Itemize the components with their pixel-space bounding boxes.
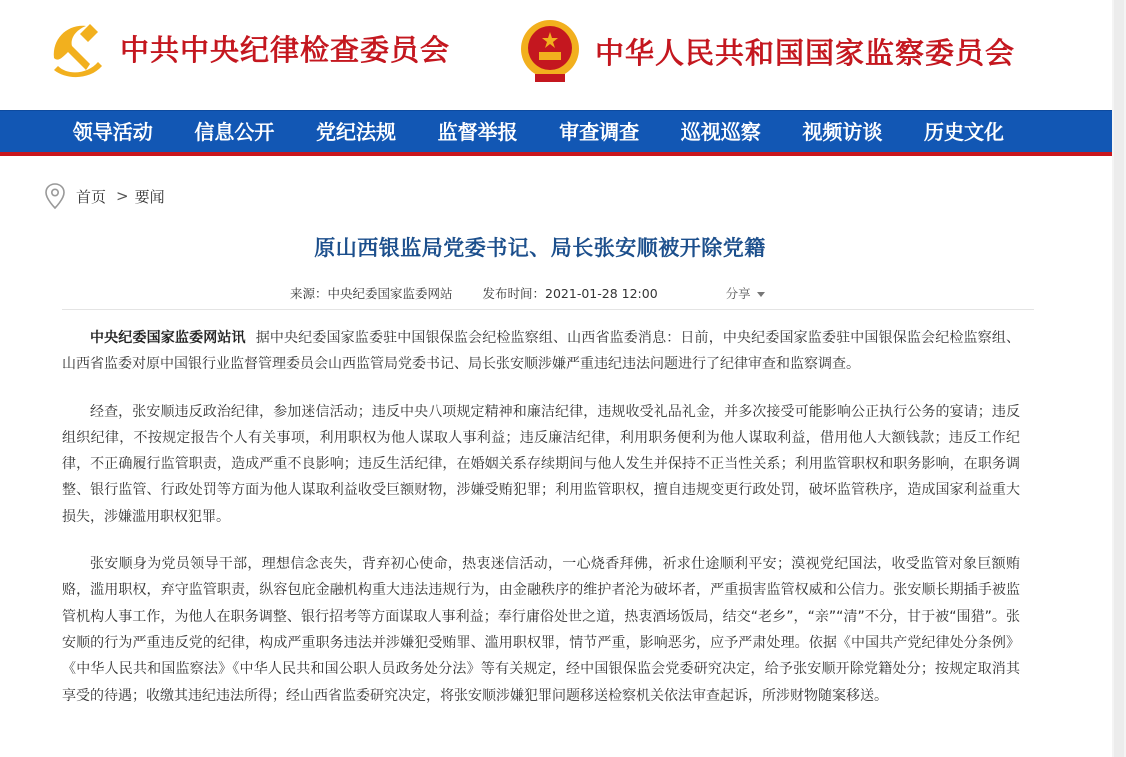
meta-divider [62,309,1034,310]
nav-item-investigation[interactable]: 审查调查 [559,120,640,144]
national-emblem-icon [519,18,581,84]
location-pin-icon [44,182,66,210]
ccdi-title: 中共中央纪律检查委员会 [120,32,451,67]
nsc-title: 中华人民共和国国家监察委员会 [595,35,1016,70]
party-emblem-icon [46,18,106,78]
nav-item-video[interactable]: 视频访谈 [802,120,883,144]
nav-item-history[interactable]: 历史文化 [923,120,1004,144]
nav-red-divider [0,152,1126,156]
page-scrollbar[interactable] [1112,0,1126,757]
article-lead: 中央纪委国家监委网站讯 [90,330,246,346]
nav-item-leadership[interactable]: 领导活动 [72,120,153,144]
share-button[interactable] [726,284,765,302]
share-label: 分享 [725,286,751,301]
breadcrumb-separator: > [116,187,129,205]
nsc-logo-group[interactable] [519,18,1015,84]
breadcrumb-home[interactable]: 首页 [76,187,107,206]
article-date: 发布时间：2021-01-28 12:00 [482,286,658,301]
chevron-down-icon [757,292,765,297]
article-paragraph: 张安顺身为党员领导干部，理想信念丧失，背弃初心使命，热衷迷信活动，一心烧香拜佛，祈求仕途顺利平安；漠视党纪国法，收受监管对象巨额贿赂，滥用职权，弃守监管职责，纵容包庇金融机构重大违法违规行为，由金融秩序的维护者沦为破坏者，严重损害监管权威和公信力。张安顺长期插手被监管机构人事工作，为他人在职务调整、银行招考等方面谋取人事利益；奉行庸俗处世之道，热衷酒场饭局，结交“老乡”，“亲”“清”不分，甘于被“围猎”。张安顺的行为严重违反党的纪律，构成严重职务违法并涉嫌犯受贿罪、滥用职权罪，情节严重，影响恶劣，应予严肃处理。依据《中国共产党纪律处分条例》《中华人民共和国监察法》《中华人民共和国公职人员政务处分法》等有关规定，经中国银保监会党委研究决定，给予张安顺开除党籍处分；按规定取消其享受的待遇；收缴其违纪违法所得；经山西省监委研究决定，将张安顺涉嫌犯罪问题移送检察机关依法审查起诉，所涉财物随案移送。 [62,556,1020,704]
article-source: 来源：中央纪委国家监委网站 [290,286,453,301]
main-nav [0,110,1126,153]
nav-item-info-disclosure[interactable]: 信息公开 [194,120,275,144]
breadcrumb [44,182,165,210]
breadcrumb-current[interactable]: 要闻 [134,187,165,206]
scroll-thumb[interactable] [1114,0,1124,757]
article-meta [290,284,765,302]
article-paragraph: 经查，张安顺违反政治纪律，参加迷信活动；违反中央八项规定精神和廉洁纪律，违规收受礼品礼金，并多次接受可能影响公正执行公务的宴请；违反组织纪律，不按规定报告个人有关事项，利用职权为他人谋取人事利益；违反廉洁纪律，利用职务便利为他人谋取利益，借用他人大额钱款；违反工作纪律，不正确履行监管职责，造成严重不良影响；违反生活纪律，在婚姻关系存续期间与他人发生并保持不正当性关系；利用监管职权和职务影响，在职务调整、银行监管、行政处罚等方面为他人谋取利益收受巨额财物，涉嫌受贿犯罪；利用监管职权，擅自违规变更行政处罚，破坏监管秩序，造成国家利益重大损失，涉嫌滥用职权犯罪。 [62,403,1020,525]
paragraph-text: 据中央纪委国家监委驻中国银保监会纪检监察组、山西省监委消息：日前，中央纪委国家监委驻中国银保监会纪检监察组、山西省监委对原中国银行业监督管理委员会山西监管局党委书记、局长张安顺涉嫌严重违纪违法问题进行了纪律审查和监察调查。 [62,330,1020,373]
article-title: 原山西银监局党委书记、局长张安顺被开除党籍 [314,236,766,260]
article-body [62,325,1020,730]
nav-item-reporting[interactable]: 监督举报 [437,120,518,144]
nav-item-inspection[interactable]: 巡视巡察 [680,120,761,144]
ccdi-logo-group[interactable] [46,18,450,78]
site-header [0,0,1126,110]
nav-item-regulations[interactable]: 党纪法规 [315,120,396,144]
article-paragraph [62,325,1020,378]
